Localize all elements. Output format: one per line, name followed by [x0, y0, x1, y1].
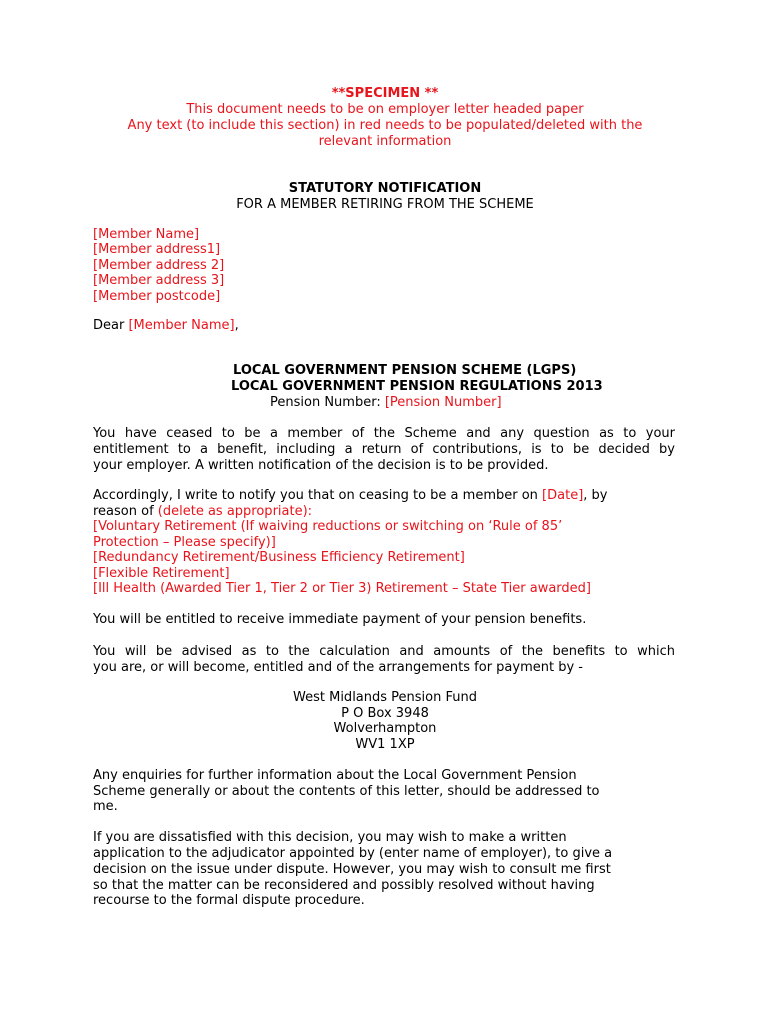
reason-instruction: (delete as appropriate):: [157, 504, 313, 519]
retirement-option: [Ill Health (Awarded Tier 1, Tier 2 or Tier 3) Retirement – State Tier awarded]: [93, 581, 591, 596]
fund-address-line: Wolverhampton: [333, 721, 437, 736]
paragraph-line: recourse to the formal dispute procedure.: [93, 893, 365, 908]
reason-line: [93, 504, 312, 520]
paragraph-line: You will be advised as to the calculation and amounts of the benefits to which: [93, 644, 675, 659]
address-line: [Member address1]: [93, 242, 221, 257]
paragraph-line: You will be entitled to receive immediate payment of your pension benefits.: [93, 612, 587, 627]
paragraph-line: so that the matter can be reconsidered and possibly resolved without having: [93, 878, 595, 893]
fund-address-line: P O Box 3948: [341, 706, 429, 721]
paragraph-line: decision on the issue under dispute. However, you may wish to consult me first: [93, 862, 611, 877]
paragraph-line: If you are dissatisfied with this decision, you may wish to make a written: [93, 830, 567, 845]
pension-number-value: [Pension Number]: [384, 395, 502, 410]
scheme-heading: LOCAL GOVERNMENT PENSION SCHEME (LGPS): [233, 363, 577, 378]
pension-number: [270, 395, 502, 411]
paragraph-line: Any enquiries for further information about the Local Government Pension: [93, 768, 577, 783]
regulations-heading: LOCAL GOVERNMENT PENSION REGULATIONS 2013: [231, 379, 603, 394]
retirement-option: [Redundancy Retirement/Business Efficiency Retirement]: [93, 550, 465, 565]
retirement-option: [Voluntary Retirement (If waiving reductions or switching on ‘Rule of 85’: [93, 519, 563, 534]
paragraph-line: You have ceased to be a member of the Scheme and any question as to your: [93, 426, 675, 441]
address-line: [Member address 3]: [93, 273, 225, 288]
document-title: STATUTORY NOTIFICATION: [288, 181, 482, 196]
address-line: [Member postcode]: [93, 289, 221, 304]
pension-number-label: Pension Number:: [270, 395, 385, 410]
fund-address-line: WV1 1XP: [355, 737, 415, 752]
retirement-option: Protection – Please specify)]: [93, 535, 276, 550]
paragraph-line: me.: [93, 799, 118, 814]
document-subtitle: FOR A MEMBER RETIRING FROM THE SCHEME: [236, 197, 534, 212]
notify-date: [Date]: [542, 488, 584, 503]
paragraph-line: your employer. A written notification of the decision is to be provided.: [93, 458, 549, 473]
notify-line: [93, 488, 607, 504]
header-note-line1: This document needs to be on employer letter headed paper: [186, 102, 584, 117]
fund-address-line: West Midlands Pension Fund: [293, 690, 477, 705]
salutation: [93, 318, 239, 334]
paragraph-line: application to the adjudicator appointed by (enter name of employer), to give a: [93, 846, 613, 861]
notify-prefix: Accordingly, I write to notify you that on ceasing to be a member on: [93, 488, 543, 503]
address-line: [Member Name]: [93, 227, 200, 242]
salutation-prefix: Dear: [93, 318, 129, 333]
paragraph-line: entitlement to a benefit, including a return of contributions, is to be decided by: [93, 442, 675, 457]
paragraph-line: Scheme generally or about the contents of this letter, should be addressed to: [93, 784, 600, 799]
header-note-line2: Any text (to include this section) in red needs to be populated/deleted with the: [127, 118, 643, 133]
header-note-line3: relevant information: [318, 134, 452, 149]
notify-suffix: , by: [583, 488, 608, 503]
address-line: [Member address 2]: [93, 258, 225, 273]
paragraph-line: you are, or will become, entitled and of the arrangements for payment by -: [93, 660, 583, 675]
salutation-member-name: [Member Name]: [128, 318, 235, 333]
retirement-option: [Flexible Retirement]: [93, 566, 230, 581]
salutation-suffix: ,: [234, 318, 239, 333]
reason-prefix: reason of: [93, 504, 158, 519]
specimen-heading: **SPECIMEN **: [331, 86, 439, 101]
